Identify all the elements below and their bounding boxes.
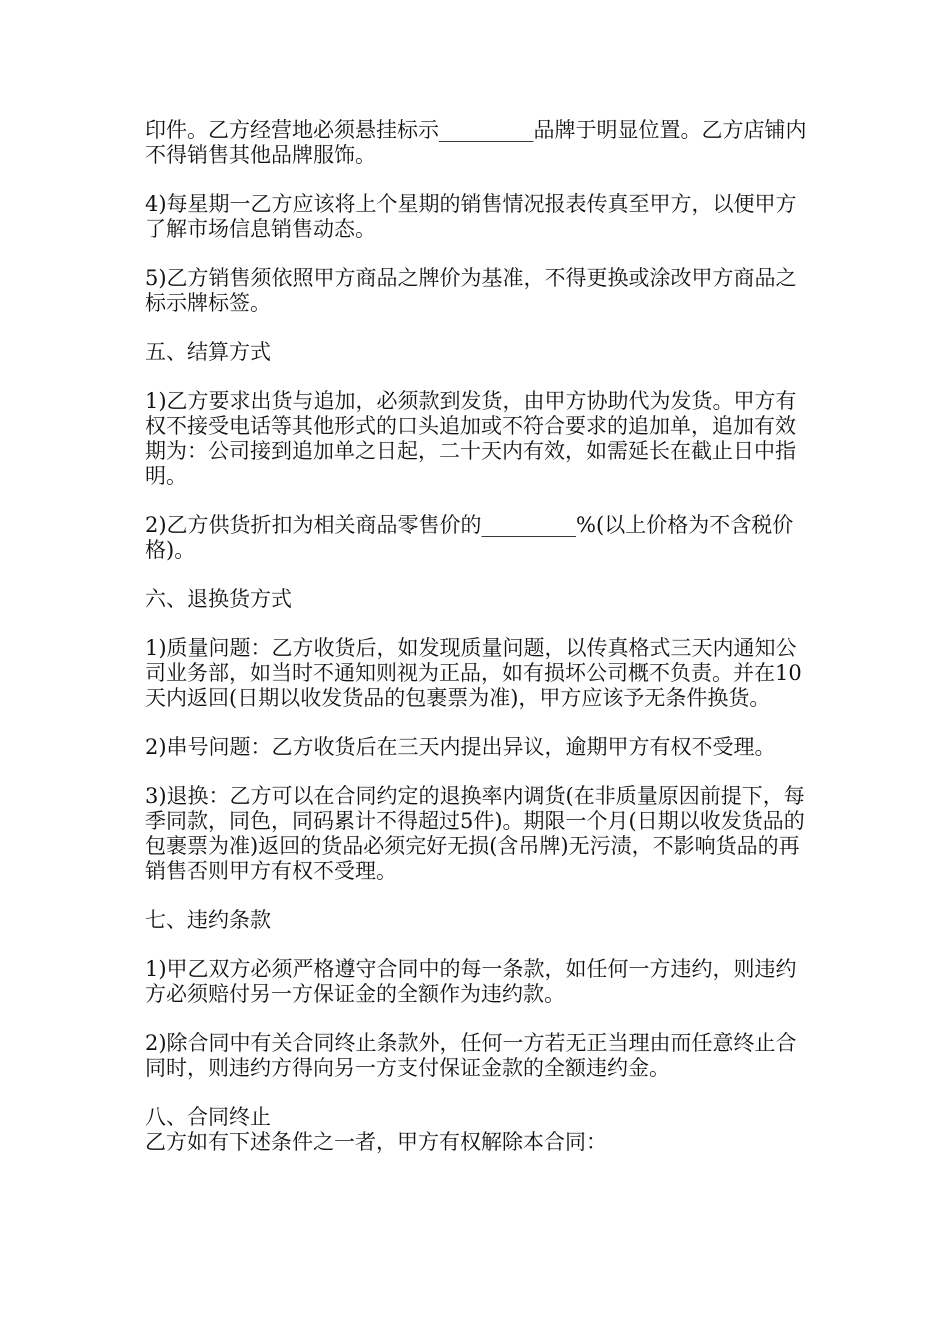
paragraph-price-tags: 5)乙方销售须依照甲方商品之牌价为基准，不得更换或涂改甲方商品之标示牌标签。 [145,266,797,315]
section-heading-returns: 六、退换货方式 [145,587,292,611]
paragraph-weekly-report: 4)每星期一乙方应该将上个星期的销售情况报表传真至甲方，以便甲方了解市场信息销售动态。 [145,192,797,241]
section-heading-breach: 七、违约条款 [145,908,271,932]
paragraph-breach-deposit: 1)甲乙双方必须严格遵守合同中的每一条款，如任何一方违约，则违约方必须赔付另一方保证金的全额作为违约款。 [145,957,797,1006]
paragraph-termination-conditions: 乙方如有下述条件之一者，甲方有权解除本合同： [145,1130,607,1154]
paragraph-shipping-orders: 1)乙方要求出货与追加，必须款到发货，由甲方协助代为发货。甲方有权不接受电话等其他形式的口头追加或不符合要求的追加单，追加有效期为：公司接到追加单之日起，二十天内有效，如需延长在截止日中指明。 [145,389,797,488]
paragraph-quality-issues: 1)质量问题：乙方收货后，如发现质量问题，以传真格式三天内通知公司业务部，如当时不通知则视为正品，如有损坏公司概不负责。并在10天内返回(日期以收发货品的包裹票为准)，甲方应该予无条件换货。 [145,636,802,710]
section-heading-settlement: 五、结算方式 [145,340,271,364]
paragraph-discount: 2)乙方供货折扣为相关商品零售价的_________%(以上价格为不含税价格)。 [145,513,794,562]
paragraph-brand-display: 印件。乙方经营地必须悬挂标示_________品牌于明显位置。乙方店铺内不得销售其他品牌服饰。 [145,118,807,167]
paragraph-exchange: 3)退换：乙方可以在合同约定的退换率内调货(在非质量原因前提下，每季同款，同色，同码累计不得超过5件)。期限一个月(日期以收发货品的包裹票为准)返回的货品必须完好无损(含吊牌)无污渍，不影响货品的再销售否则甲方有权不受理。 [145,784,805,883]
paragraph-serial-issues: 2)串号问题：乙方收货后在三天内提出异议，逾期甲方有权不受理。 [145,735,776,759]
section-heading-termination: 八、合同终止 [145,1105,271,1129]
document-page [145,118,815,1155]
paragraph-breach-termination: 2)除合同中有关合同终止条款外，任何一方若无正当理由而任意终止合同时，则违约方得向另一方支付保证金款的全额违约金。 [145,1031,797,1080]
